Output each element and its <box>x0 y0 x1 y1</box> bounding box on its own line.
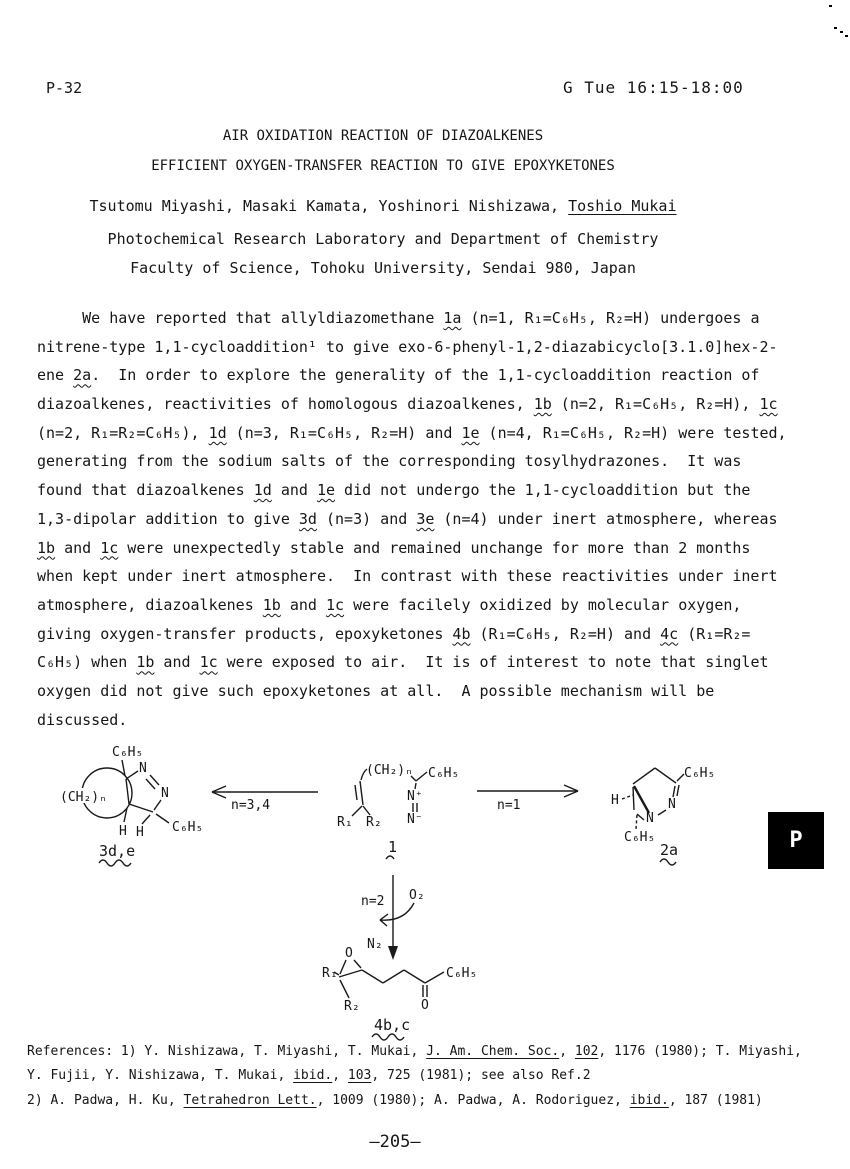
arrowhead <box>388 946 398 960</box>
compound-label-2a: 2a <box>660 841 679 859</box>
abstract-line: oxygen did not give such epoxyketones at all. A possible mechanism will be <box>37 681 715 700</box>
structure-3de <box>56 745 203 866</box>
nitrogen-out-label: N₂ <box>367 937 383 952</box>
oxygen-in-label: O₂ <box>409 888 425 903</box>
scan-speck <box>834 27 837 29</box>
abstract-line: found that diazoalkenes 1d and 1e did not undergo the 1,1-cycloaddition but the <box>37 481 751 500</box>
side-tab-p <box>768 812 824 869</box>
abstract-line: discussed. <box>37 710 128 729</box>
wavy-underline <box>386 856 394 859</box>
wavy-underline <box>660 859 676 865</box>
phenyl-label: C₆H₅ <box>684 766 716 781</box>
phenyl-label: C₆H₅ <box>624 830 656 845</box>
abstract-line: atmosphere, diazoalkenes 1b and 1c were facilely oxidized by molecular oxygen, <box>37 595 742 614</box>
structure-1 <box>337 763 459 859</box>
abstract-line: when kept under inert atmosphere. In contrast with these reactivities under inert <box>37 567 778 586</box>
scan-speck <box>845 35 848 37</box>
arrow-right <box>477 785 578 813</box>
diazo-n-plus-label: N⁺ <box>407 789 423 804</box>
hydrogen-label: H <box>119 824 127 839</box>
structure-4bc <box>322 946 477 1040</box>
abstract-line: generating from the sodium salts of the corresponding tosylhydrazones. It was <box>37 452 742 471</box>
methylene-chain-label: (CH₂)ₙ <box>366 763 413 778</box>
phenyl-label: C₆H₅ <box>112 745 144 760</box>
nitrogen-label: N <box>139 761 147 776</box>
reference-line: 2) A. Padwa, H. Ku, Tetrahedron Lett., 1009 (1980); A. Padwa, A. Rodoriguez, ibid., 187 (1981) <box>27 1092 763 1108</box>
carbonyl-oxygen-label: O <box>421 998 429 1013</box>
reference-line: References: 1) Y. Nishizawa, T. Miyashi, T. Mukai, J. Am. Chem. Soc., 102, 1176 (1980); T. Miyashi, <box>27 1044 802 1059</box>
abstract-line: C₆H₅) when 1b and 1c were exposed to air. It is of interest to note that singlet <box>37 653 769 672</box>
scan-speck <box>829 5 832 7</box>
abstract-line: giving oxygen-transfer products, epoxyketones 4b (R₁=C₆H₅, R₂=H) and 4c (R₁=R₂= <box>37 624 751 643</box>
page-number: —205— <box>369 1132 421 1152</box>
methylene-chain-label: (CH₂)ₙ <box>60 790 107 805</box>
abstract-line: diazoalkenes, reactivities of homologous diazoalkenes, 1b (n=2, R₁=C₆H₅, R₂=H), 1c <box>37 395 778 414</box>
arrow-down <box>361 875 425 960</box>
phenyl-label: C₆H₅ <box>428 766 460 781</box>
arrow-condition-label: n=3,4 <box>231 798 271 813</box>
hydrogen-label: H <box>136 825 144 840</box>
compound-label-3de: 3d,e <box>99 842 136 860</box>
author-list: Tsutomu Miyashi, Masaki Kamata, Yoshinori Nishizawa, Toshio Mukai <box>89 197 677 215</box>
abstract-line: 1,3-dipolar addition to give 3d (n=3) and 3e (n=4) under inert atmosphere, whereas <box>37 509 778 528</box>
references-section <box>27 1040 837 1113</box>
side-tab-label: P <box>789 828 803 853</box>
wavy-underline <box>99 860 131 866</box>
affiliation-line-1: Photochemical Research Laboratory and Department of Chemistry <box>107 230 659 248</box>
session-schedule: G Tue 16:15-18:00 <box>563 78 744 97</box>
scan-speck <box>840 31 843 33</box>
structure-2a <box>611 766 715 865</box>
r1-label: R₁ <box>322 966 338 981</box>
arrow-condition-label: n=1 <box>497 798 521 813</box>
nitrogen-label: N <box>668 797 676 812</box>
hydrogen-label: H <box>611 793 619 808</box>
paper-id: P-32 <box>46 79 83 97</box>
phenyl-label: C₆H₅ <box>172 820 204 835</box>
arrow-left <box>212 786 318 813</box>
phenyl-label: C₆H₅ <box>446 966 478 981</box>
affiliation-line-2: Faculty of Science, Tohoku University, Sendai 980, Japan <box>130 259 636 277</box>
o2-curved-arrow <box>380 903 414 920</box>
compound-label-4bc: 4b,c <box>374 1016 411 1034</box>
r1-label: R₁ <box>337 815 353 830</box>
r2-label: R₂ <box>344 999 360 1014</box>
abstract-line: We have reported that allyldiazomethane 1a (n=1, R₁=C₆H₅, R₂=H) undergoes a <box>37 309 760 327</box>
nitrogen-label: N <box>646 811 654 826</box>
paper-title-line-2: EFFICIENT OXYGEN-TRANSFER REACTION TO GIVE EPOXYKETONES <box>151 158 615 174</box>
abstract-line: 1b and 1c were unexpectedly stable and remained unchange for more than 2 months <box>37 538 751 557</box>
epoxide-oxygen-label: O <box>345 946 353 961</box>
abstract-line: (n=2, R₁=R₂=C₆H₅), 1d (n=3, R₁=C₆H₅, R₂=H) and 1e (n=4, R₁=C₆H₅, R₂=H) were tested, <box>37 423 787 442</box>
abstract-line: nitrene-type 1,1-cycloaddition¹ to give exo-6-phenyl-1,2-diazabicyclo[3.1.0]hex-2- <box>37 337 778 356</box>
paper-title-line-1: AIR OXIDATION REACTION OF DIAZOALKENES <box>222 128 544 144</box>
reference-line: Y. Fujii, Y. Nishizawa, T. Mukai, ibid., 103, 725 (1981); see also Ref.2 <box>27 1068 591 1084</box>
nitrogen-label: N <box>161 786 169 801</box>
r2-label: R₂ <box>366 815 382 830</box>
abstract-line: ene 2a. In order to explore the generality of the 1,1-cycloaddition reaction of <box>37 366 760 385</box>
arrow-condition-label: n=2 <box>361 894 385 909</box>
compound-label-1: 1 <box>388 838 398 856</box>
diazo-n-minus-label: N⁻ <box>407 812 423 827</box>
